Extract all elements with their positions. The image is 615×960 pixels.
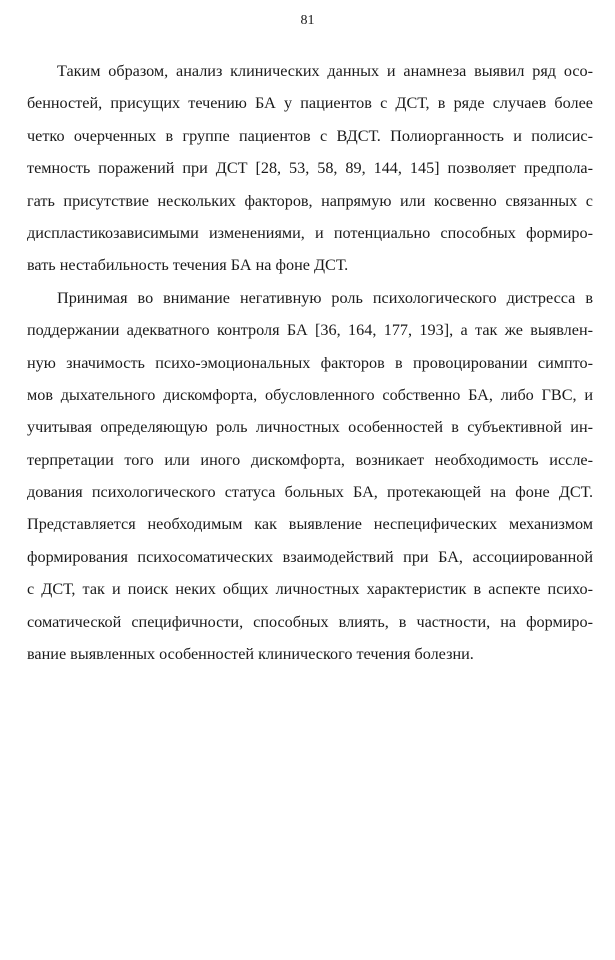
body-text (27, 55, 593, 670)
text-line: гать присутствие нескольких факторов, напрямую или косвенно связанных с (27, 191, 593, 210)
text-line: мов дыхательного дискомфорта, обусловленного собственно БА, либо ГВС, и (27, 385, 593, 404)
text-line: терпретации того или иного дискомфорта, возникает необходимость иссле- (27, 450, 593, 469)
text-line: соматической специфичности, способных влиять, в частности, на формиро- (27, 612, 593, 631)
text-line: дования психологического статуса больных БА, протекающей на фоне ДСТ. (27, 483, 593, 502)
text-line: вание выявленных особенностей клинического течения болезни. (27, 645, 474, 664)
text-line: Таким образом, анализ клинических данных и анамнеза выявил ряд осо- (57, 62, 593, 80)
paragraph-2 (27, 282, 593, 671)
paragraph-1 (27, 55, 593, 282)
text-line: ную значимость психо-эмоциональных факторов в провоцировании симпто- (27, 353, 593, 372)
text-line: с ДСТ, так и поиск неких общих личностных характеристик в аспекте психо- (27, 580, 593, 599)
text-line: поддержании адекватного контроля БА [36, 164, 177, 193], а так же выявлен- (27, 321, 593, 340)
text-line: диспластикозависимыми изменениями, и потенциально способных формиро- (27, 223, 593, 242)
text-line: темность поражений при ДСТ [28, 53, 58, 89, 144, 145] позволяет предпола- (27, 159, 593, 178)
text-line: Представляется необходимым как выявление неспецифических механизмом (27, 515, 593, 534)
text-line: Принимая во внимание негативную роль психологического дистресса в (57, 288, 593, 307)
page-number: 81 (300, 13, 315, 28)
text-line: четко очерченных в группе пациентов с ВДСТ. Полиорганность и полисис- (27, 126, 593, 145)
text-line: вать нестабильность течения БА на фоне ДСТ. (27, 256, 349, 275)
text-line: бенностей, присущих течению БА у пациентов с ДСТ, в ряде случаев более (27, 94, 593, 113)
text-line: формирования психосоматических взаимодействий при БА, ассоциированной (27, 547, 593, 566)
text-line: учитывая определяющую роль личностных особенностей в субъективной ин- (27, 418, 593, 437)
